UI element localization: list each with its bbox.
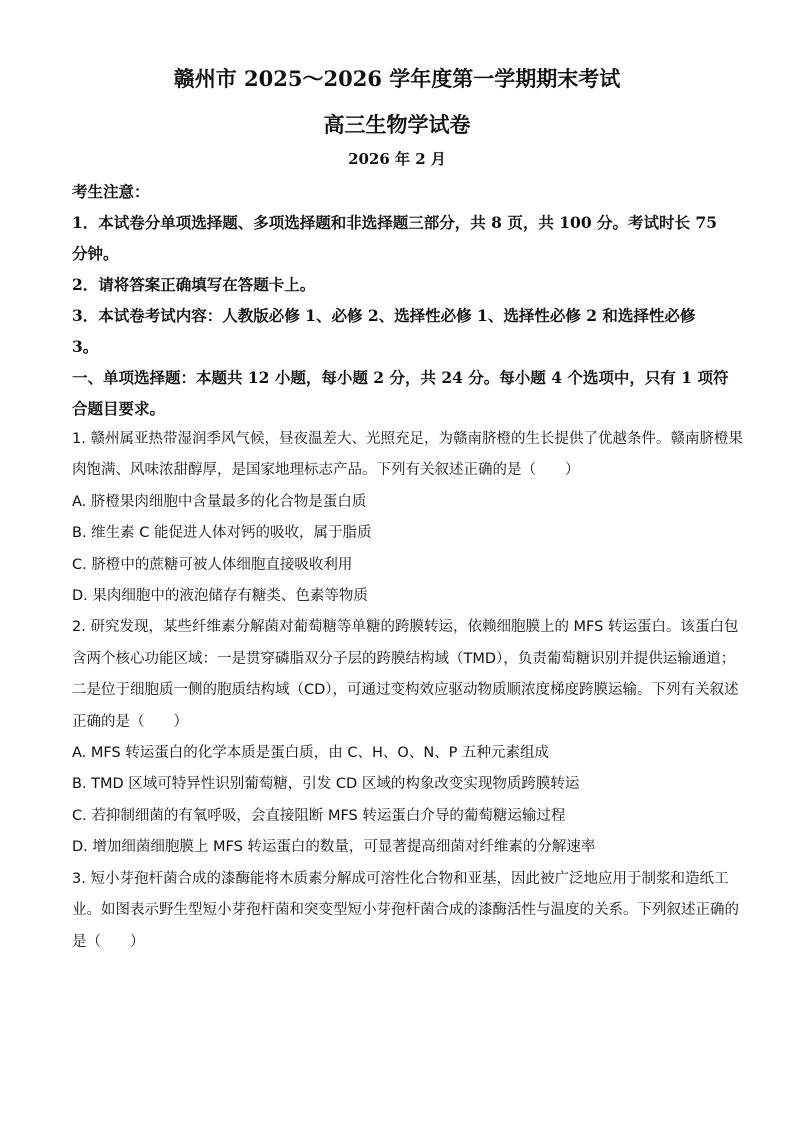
question-2-stem-line: 2. 研究发现，某些纤维素分解菌对葡萄糖等单糖的跨膜转运，依赖细胞膜上的 MFS 转运蛋白。该蛋白包	[72, 619, 739, 636]
question-3-stem-line: 业。如图表示野生型短小芽孢杆菌和突变型短小芽孢杆菌合成的漆酶活性与温度的关系。下列叙述正确的	[72, 902, 739, 919]
question-2-stem-line: 二是位于细胞质一侧的胞质结构域（CD），可通过变构效应驱动物质顺浓度梯度跨膜运输。下列有关叙述	[72, 682, 739, 699]
notice-item-1-line-1: 1．本试卷分单项选择题、多项选择题和非选择题三部分，共 8 页，共 100 分。考试时长 75	[72, 213, 717, 232]
question-1-stem-line: 肉饱满、风味浓甜醇厚，是国家地理标志产品。下列有关叙述正确的是（ ）	[72, 462, 580, 479]
question-3-stem-line: 3. 短小芽孢杆菌合成的漆酶能将木质素分解成可溶性化合物和亚基，因此被广泛地应用于制浆和造纸工	[72, 870, 729, 887]
question-2-option-d: D. 增加细菌细胞膜上 MFS 转运蛋白的数量，可显著提高细菌对纤维素的分解速率	[72, 839, 596, 856]
notice-heading: 考生注意：	[72, 182, 150, 201]
exam-body	[72, 176, 743, 958]
question-1-option-a: A. 脐橙果肉细胞中含量最多的化合物是蛋白质	[72, 493, 367, 510]
exam-subtitle: 高三生物学试卷	[323, 112, 471, 137]
question-1-stem-line: 1. 赣州属亚热带湿润季风气候，昼夜温差大、光照充足，为赣南脐橙的生长提供了优越条件。赣南脐橙果	[72, 431, 743, 447]
section-heading-line-2: 合题目要求。	[72, 399, 166, 418]
notice-item-1-line-2: 分钟。	[72, 244, 119, 263]
notice-item-2: 2．请将答案正确填写在答题卡上。	[72, 275, 316, 294]
question-2-option-a: A. MFS 转运蛋白的化学本质是蛋白质，由 C、H、O、N、P 五种元素组成	[72, 745, 550, 762]
question-1-option-c: C. 脐橙中的蔗糖可被人体细胞直接吸收利用	[72, 556, 353, 573]
question-3	[72, 864, 739, 958]
question-3-stem-line: 是（ ）	[72, 933, 145, 950]
exam-date: 2026 年 2 月	[348, 150, 446, 168]
question-2-option-b: B. TMD 区域可特异性识别葡萄糖，引发 CD 区域的构象改变实现物质跨膜转运	[72, 776, 580, 793]
question-2-option-c: C. 若抑制细菌的有氧呼吸，会直接阻断 MFS 转运蛋白介导的葡萄糖运输过程	[72, 807, 566, 824]
section-heading-line-1: 一、单项选择题：本题共 12 小题，每小题 2 分，共 24 分。每小题 4 个选项中，只有 1 项符	[72, 368, 729, 387]
question-2	[72, 612, 739, 863]
exam-title: 赣州市 2025～2026 学年度第一学期期末考试	[173, 66, 621, 91]
question-1-option-b: B. 维生素 C 能促进人体对钙的吸收，属于脂质	[72, 525, 372, 542]
question-2-stem-line: 正确的是（ ）	[72, 713, 188, 730]
question-2-stem-line: 含两个核心功能区域：一是贯穿磷脂双分子层的跨膜结构域（TMD），负责葡萄糖识别并提供运输通道；	[72, 650, 736, 667]
notice-item-3-line-1: 3．本试卷考试内容：人教版必修 1、必修 2、选择性必修 1、选择性必修 2 和选择性必修	[72, 306, 696, 325]
question-1-option-d: D. 果肉细胞中的液泡储存有糖类、色素等物质	[72, 588, 368, 605]
question-1	[72, 424, 743, 612]
notice-item-3-line-2: 3。	[72, 337, 99, 356]
